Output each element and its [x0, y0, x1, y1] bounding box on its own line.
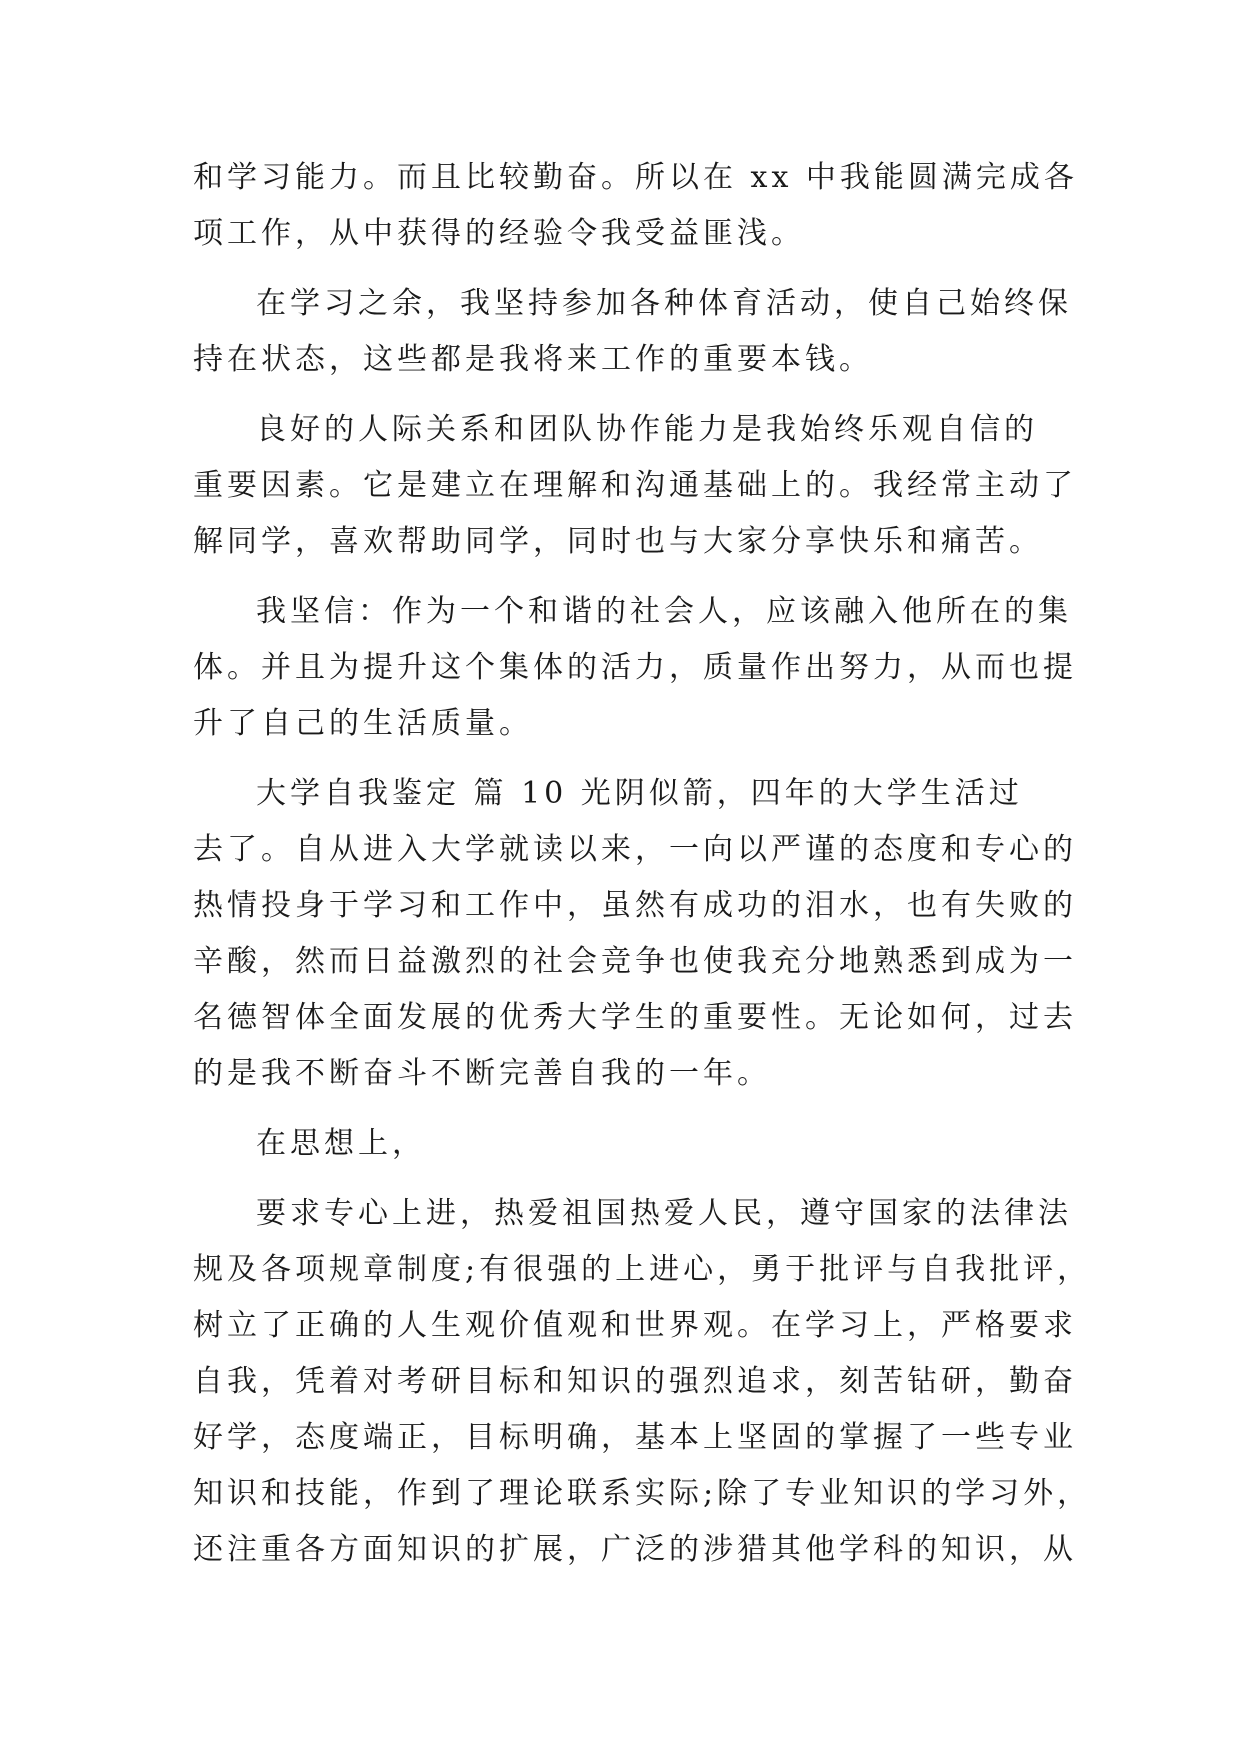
text-line: 在学习之余，我坚持参加各种体育活动，使自己始终保 [256, 286, 1072, 321]
text-line: 升了自己的生活质量。 [193, 706, 533, 741]
text-line: 树立了正确的人生观价值观和世界观。在学习上，严格要求 [193, 1308, 1077, 1343]
text-line: 持在状态，这些都是我将来工作的重要本钱。 [193, 342, 873, 377]
text-line: 体。并且为提升这个集体的活力，质量作出努力，从而也提 [193, 650, 1077, 685]
text-line: 重要因素。它是建立在理解和沟通基础上的。我经常主动了 [193, 468, 1077, 503]
text-line: 还注重各方面知识的扩展，广泛的涉猎其他学科的知识，从 [193, 1532, 1077, 1567]
text-line: 的是我不断奋斗不断完善自我的一年。 [193, 1056, 771, 1091]
text-line: 项工作，从中获得的经验令我受益匪浅。 [193, 216, 805, 251]
text-line: 要求专心上进，热爱祖国热爱人民，遵守国家的法律法 [256, 1196, 1072, 1231]
text-line: 大学自我鉴定 篇 10 光阴似箭，四年的大学生活过 [256, 776, 1023, 811]
text-line: 知识和技能，作到了理论联系实际;除了专业知识的学习外， [193, 1476, 1092, 1511]
text-line: 在思想上， [256, 1126, 426, 1161]
text-line: 自我，凭着对考研目标和知识的强烈追求，刻苦钻研，勤奋 [193, 1364, 1077, 1399]
text-line: 辛酸，然而日益激烈的社会竞争也使我充分地熟悉到成为一 [193, 944, 1077, 979]
text-line: 解同学，喜欢帮助同学，同时也与大家分享快乐和痛苦。 [193, 524, 1043, 559]
text-line: 名德智体全面发展的优秀大学生的重要性。无论如何，过去 [193, 1000, 1077, 1035]
text-line: 我坚信：作为一个和谐的社会人，应该融入他所在的集 [256, 594, 1072, 629]
text-line: 热情投身于学习和工作中，虽然有成功的泪水，也有失败的 [193, 888, 1077, 923]
text-line: 规及各项规章制度;有很强的上进心，勇于批评与自我批评， [193, 1252, 1092, 1287]
text-line: 和学习能力。而且比较勤奋。所以在 xx 中我能圆满完成各 [193, 160, 1078, 195]
text-line: 好学，态度端正，目标明确，基本上坚固的掌握了一些专业 [193, 1420, 1077, 1455]
text-line: 去了。自从进入大学就读以来，一向以严谨的态度和专心的 [193, 832, 1077, 867]
text-line: 良好的人际关系和团队协作能力是我始终乐观自信的 [256, 412, 1038, 447]
